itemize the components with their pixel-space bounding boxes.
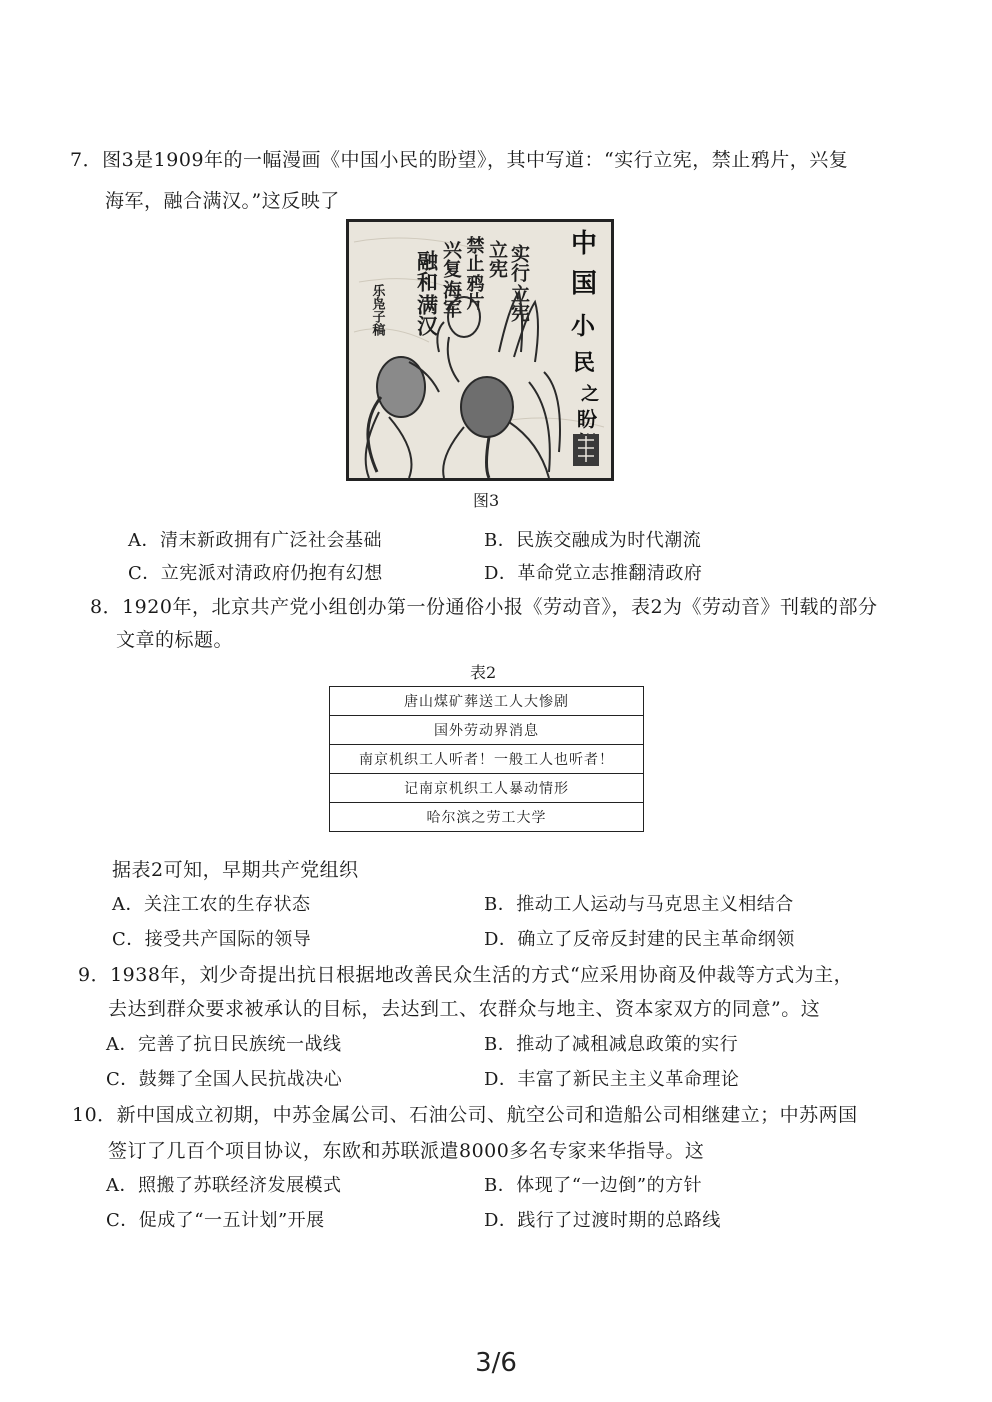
table-row: 记南京机织工人暴动情形 (330, 774, 644, 803)
svg-text:融和: 融和 (414, 250, 440, 292)
svg-text:立宪: 立宪 (508, 284, 530, 322)
table-row: 唐山煤矿葬送工人大惨剧 (330, 687, 644, 716)
q9-stem-line1: 9．1938年，刘少奇提出抗日根据地改善民众生活的方式“应采用协商及仲裁等方式为主， (78, 964, 854, 986)
q7-stem-line2: 海军，融合满汉。”这反映了 (105, 190, 340, 212)
svg-text:小: 小 (571, 311, 595, 340)
svg-text:满汉: 满汉 (414, 294, 440, 336)
q10-option-b[interactable]: B．体现了“一边倒”的方针 (484, 1175, 703, 1196)
q7-option-b[interactable]: B．民族交融成为时代潮流 (484, 530, 702, 551)
q8-option-b[interactable]: B．推动工人运动与马克思主义相结合 (484, 894, 794, 915)
svg-text:国: 国 (571, 269, 598, 299)
table-row: 南京机织工人听者！一般工人也听者！ (330, 745, 644, 774)
figure-caption: 图3 (473, 491, 500, 510)
q8-option-c[interactable]: C．接受共产国际的领导 (112, 929, 312, 950)
svg-text:立宪: 立宪 (486, 240, 508, 278)
svg-text:禁止: 禁止 (463, 236, 485, 272)
svg-text:中: 中 (571, 229, 598, 259)
q10-stem-line2: 签订了几百个项目协议，东欧和苏联派遣8000多名专家来华指导。这 (108, 1140, 705, 1162)
q8-option-a[interactable]: A．关注工农的生存状态 (112, 894, 311, 915)
page-number: 3/6 (475, 1348, 517, 1378)
q9-option-c[interactable]: C．鼓舞了全国人民抗战决心 (106, 1069, 343, 1090)
q9-stem-line2: 去达到群众要求被承认的目标，去达到工、农群众与地主、资本家双方的同意”。这 (108, 998, 821, 1020)
q8-stem-line1: 8．1920年，北京共产党小组创办第一份通俗小报《劳动音》，表2为《劳动音》刊载的部分 (90, 596, 878, 618)
q7-option-a[interactable]: A．清末新政拥有广泛社会基础 (128, 530, 382, 551)
svg-text:兴复: 兴复 (440, 240, 462, 278)
q8-question: 据表2可知，早期共产党组织 (112, 859, 359, 881)
q10-option-c[interactable]: C．促成了“一五计划”开展 (106, 1210, 325, 1231)
table-row: 国外劳动界消息 (330, 716, 644, 745)
q9-option-d[interactable]: D．丰富了新民主主义革命理论 (484, 1069, 740, 1090)
table-row: 哈尔滨之劳工大学 (330, 803, 644, 832)
q10-stem-line1: 10．新中国成立初期，中苏金属公司、石油公司、航空公司和造船公司相继建立；中苏两国 (72, 1104, 858, 1126)
q9-option-b[interactable]: B．推动了减租减息政策的实行 (484, 1034, 739, 1055)
q7-option-d[interactable]: D．革命党立志推翻清政府 (484, 563, 703, 584)
svg-text:乐凫子稿: 乐凫子稿 (369, 284, 385, 336)
q10-option-a[interactable]: A．照搬了苏联经济发展模式 (106, 1175, 342, 1196)
q8-stem-line2: 文章的标题。 (116, 629, 234, 651)
svg-text:民: 民 (573, 350, 596, 376)
svg-text:鸦片: 鸦片 (463, 274, 485, 310)
q9-option-a[interactable]: A．完善了抗日民族统一战线 (106, 1034, 342, 1055)
svg-text:实行: 实行 (508, 244, 530, 282)
q8-option-d[interactable]: D．确立了反帝反封建的民主革命纲领 (484, 929, 795, 950)
svg-text:之: 之 (581, 384, 599, 405)
article-titles-table (329, 686, 644, 832)
q7-option-c[interactable]: C．立宪派对清政府仍抱有幻想 (128, 563, 383, 584)
svg-text:海军: 海军 (440, 280, 462, 318)
table-caption: 表2 (470, 663, 497, 682)
q7-stem-line1: 7．图3是1909年的一幅漫画《中国小民的盼望》，其中写道：“实行立宪，禁止鸦片，兴复 (70, 149, 849, 171)
cartoon-figure (346, 219, 614, 481)
q10-option-d[interactable]: D．践行了过渡时期的总路线 (484, 1210, 721, 1231)
svg-text:盼: 盼 (577, 407, 597, 431)
